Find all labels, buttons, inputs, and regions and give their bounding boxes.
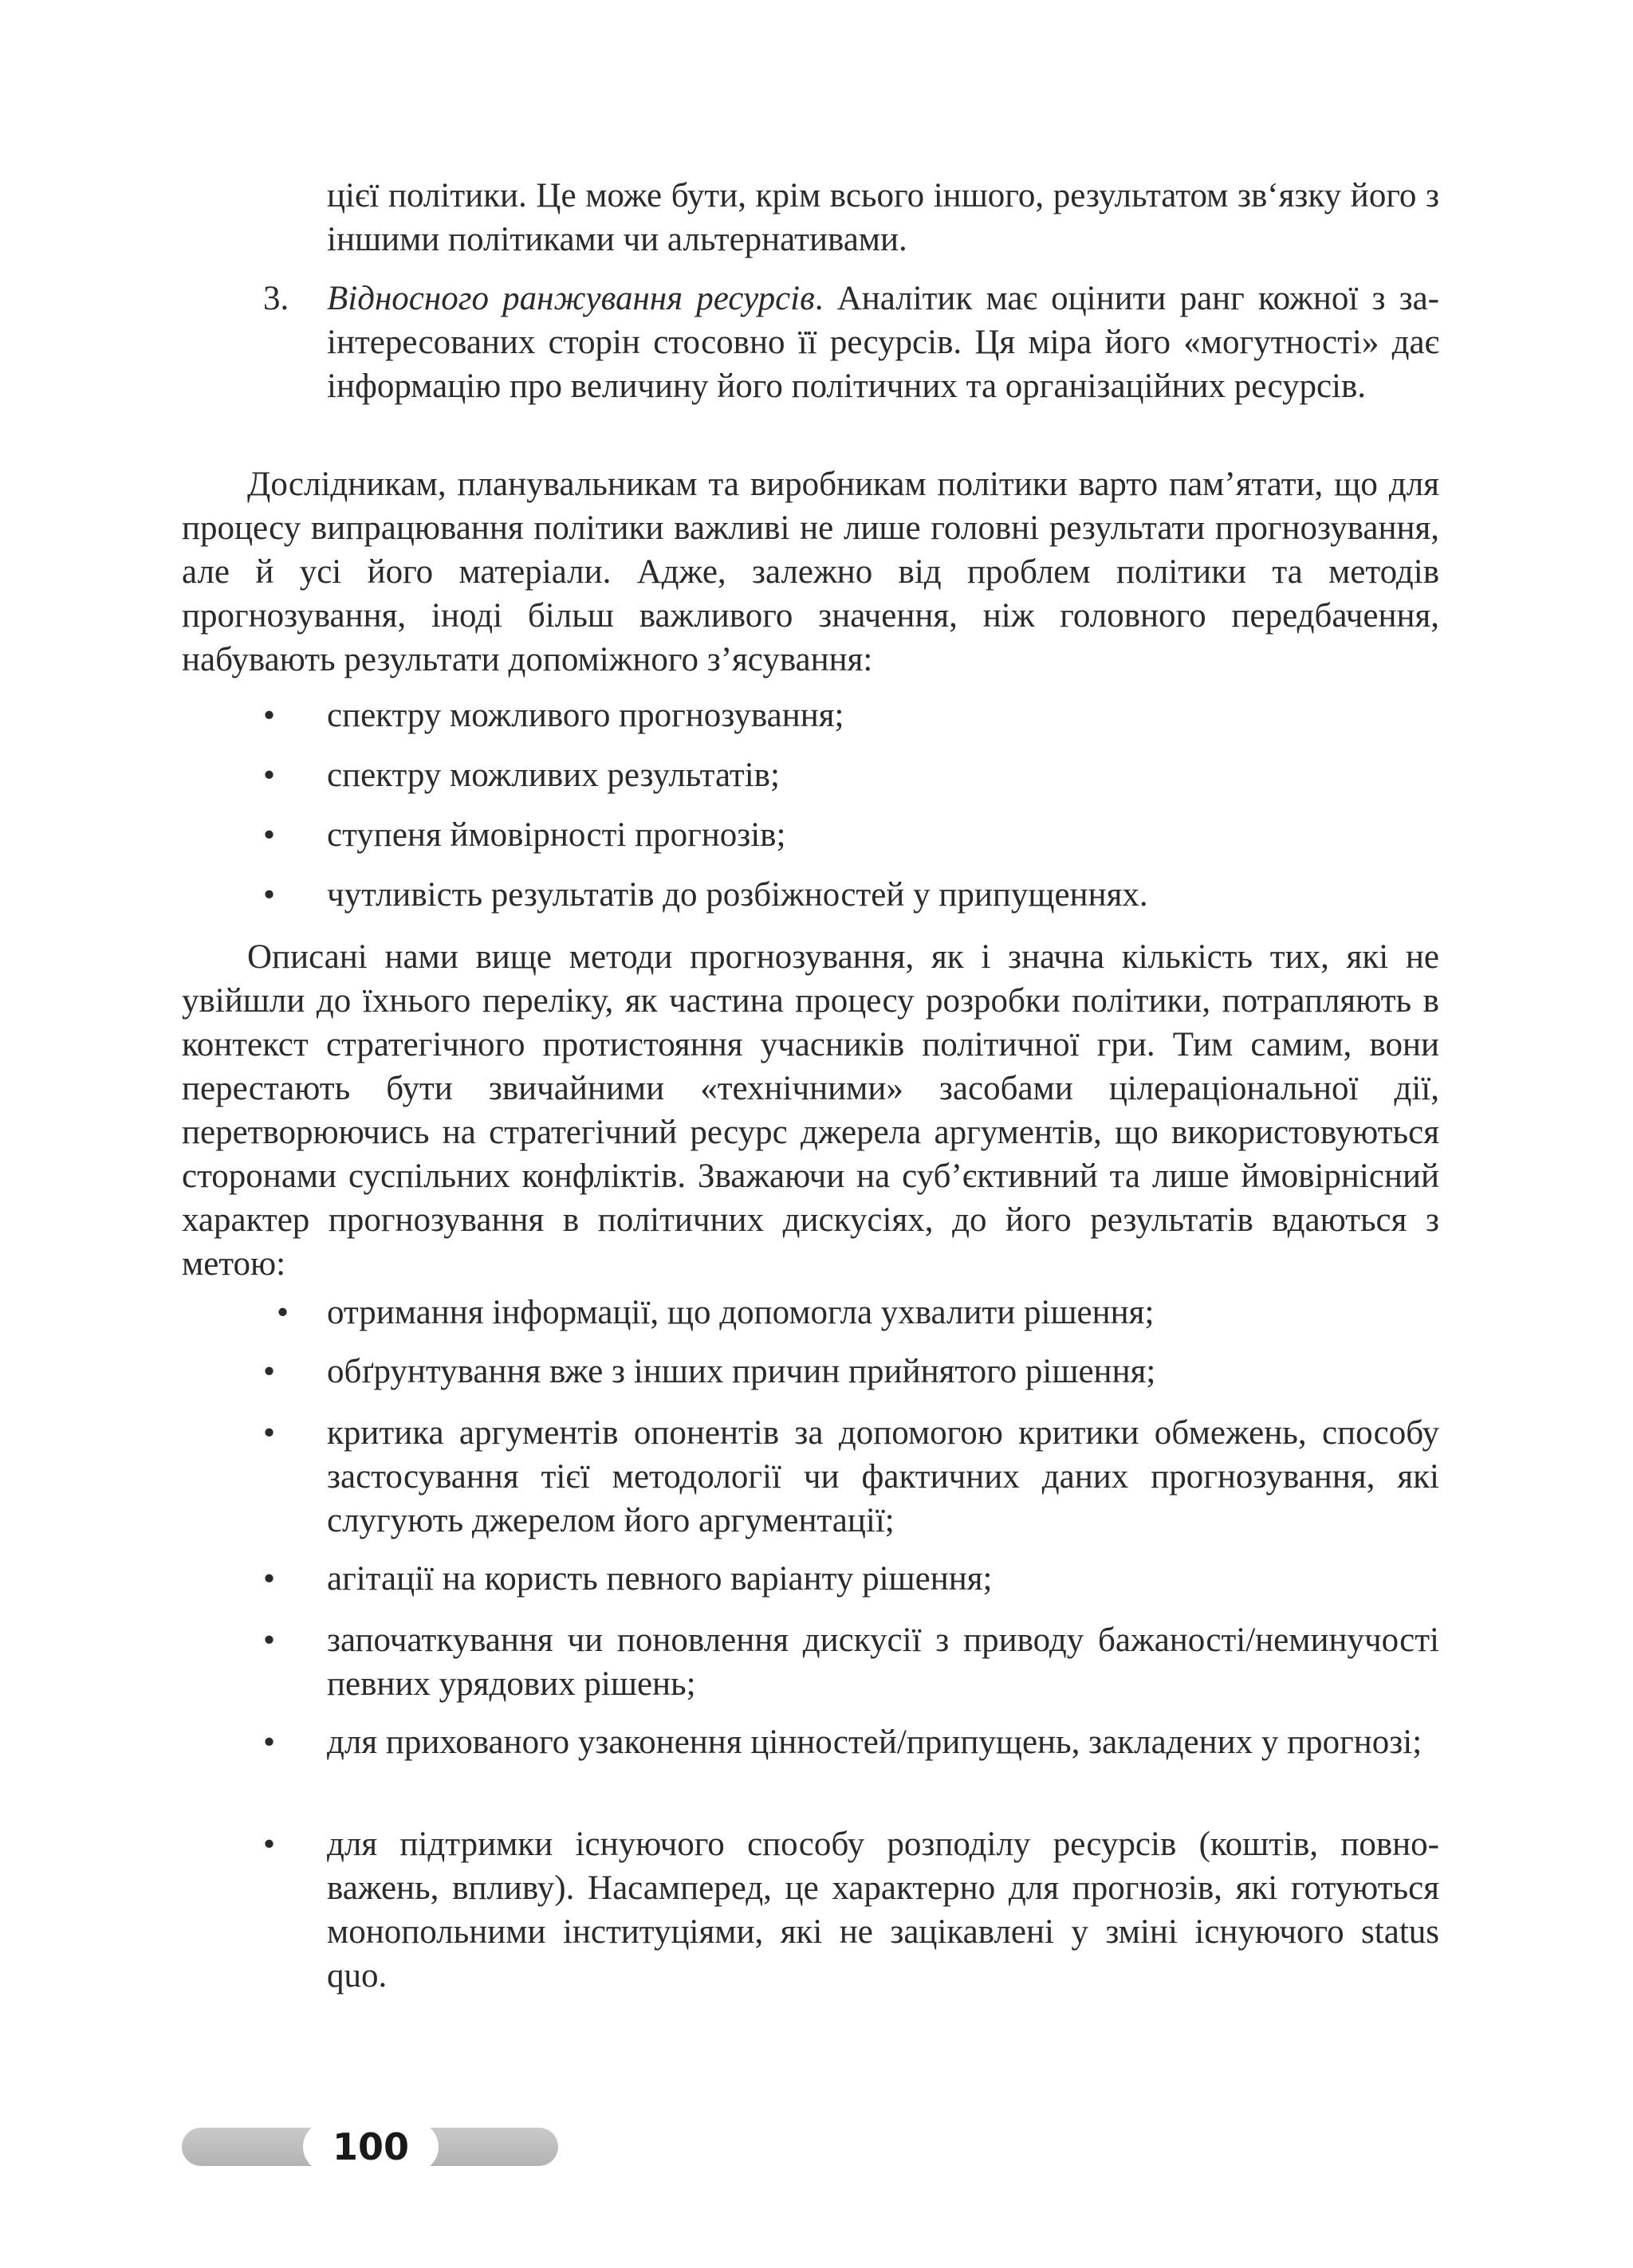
list-item: отримання інформації, що допомогла ухвалити рішення; (327, 1294, 1155, 1331)
item3-text: . Аналітик має оцінити ранг кожної з заінтересованих сторін стосовно її ресурсів. Ця міра його «могутності» дає інформацію про величину його політичних та організаційних ресурсів. (327, 280, 1439, 405)
bullet-glyph: • (263, 1560, 276, 1598)
bullet-glyph: • (263, 757, 276, 794)
paragraph-forecasting-materials: Дослідникам, планувальникам та виробникам політики варто пам’ятати, що для процесу випрацювання політики важливі не лише головні результати прогнозування, але й усі його матеріали. Адже, залежно від проблем політики та методів прогнозування, іноді більш важливого значення, ніж головного передбачення, набувають результати допоміжного з’ясування: (182, 466, 1439, 678)
bullet-glyph: • (263, 697, 276, 734)
list-item: агітації на користь певного варіанту рішення; (327, 1560, 993, 1598)
list-item: спектру можливих результатів; (327, 757, 780, 794)
item3-number: 3. (263, 280, 289, 317)
item3-italic-term: Відносного ранжування ресурсів (327, 280, 815, 317)
bullet-glyph: • (263, 1353, 276, 1390)
list-item: започаткування чи поновлення дискусії з приводу бажаності/неминучості певних урядових рішень; (327, 1621, 1439, 1703)
paragraph-strategic-resource: Описані нами вище методи прогнозування, як і значна кількість тих, які не увійшли до їхнього переліку, як частина процесу розробки політики, потрапляють в контекст стратегічного протистояння учасників політичної гри. Тим самим, вони перестають бути звичайними «технічними» засобами цілераціональної дії, перетворюючись на стратегічний ресурс джерела аргументів, що використовуються сторонами суспільних конфліктів. Зважаючи на суб’єктивний та лише ймовірнісний характер прогнозування в політичних дискусіях, до його результатів вдаються з метою: (182, 938, 1439, 1283)
list-item: чутливість результатів до розбіжностей у припущеннях. (327, 876, 1148, 914)
item3-paragraph (327, 277, 1439, 408)
bullet-glyph: • (277, 1294, 289, 1331)
list-item: спектру можливого прогнозування; (327, 697, 844, 734)
list-item: для прихованого узаконення цінностей/припущень, закладених у прогнозі; (327, 1724, 1422, 1761)
item2-continuation: цієї політики. Це може бути, крім всього іншого, результатом зв‘язку його з іншими політиками чи альтернативами. (327, 177, 1439, 258)
list-item: для підтримки існуючого способу розподілу ресурсів (коштів, повноважень, впливу). Насамперед, це характерно для прогнозів, які готуються монопольними інституціями, які не зацікавлені у зміні існуючого status quo. (327, 1826, 1439, 1995)
bullet-glyph: • (263, 876, 276, 914)
bullet-glyph: • (263, 1414, 276, 1452)
bullet-glyph: • (263, 1724, 276, 1761)
bullet-glyph: • (263, 816, 276, 854)
list-item: критика аргументів опонентів за допомогою критики обмежень, способу застосування тієї методології чи фактичних даних прогнозування, які слугують джерелом його аргументації; (327, 1414, 1439, 1539)
bullet-glyph: • (263, 1621, 276, 1659)
list-item: ступеня ймовірності прогнозів; (327, 816, 786, 854)
list-item: обґрунтування вже з інших причин прийнятого рішення; (327, 1353, 1156, 1390)
bullet-glyph: • (263, 1826, 276, 1863)
page-number: 100 (332, 2125, 410, 2168)
